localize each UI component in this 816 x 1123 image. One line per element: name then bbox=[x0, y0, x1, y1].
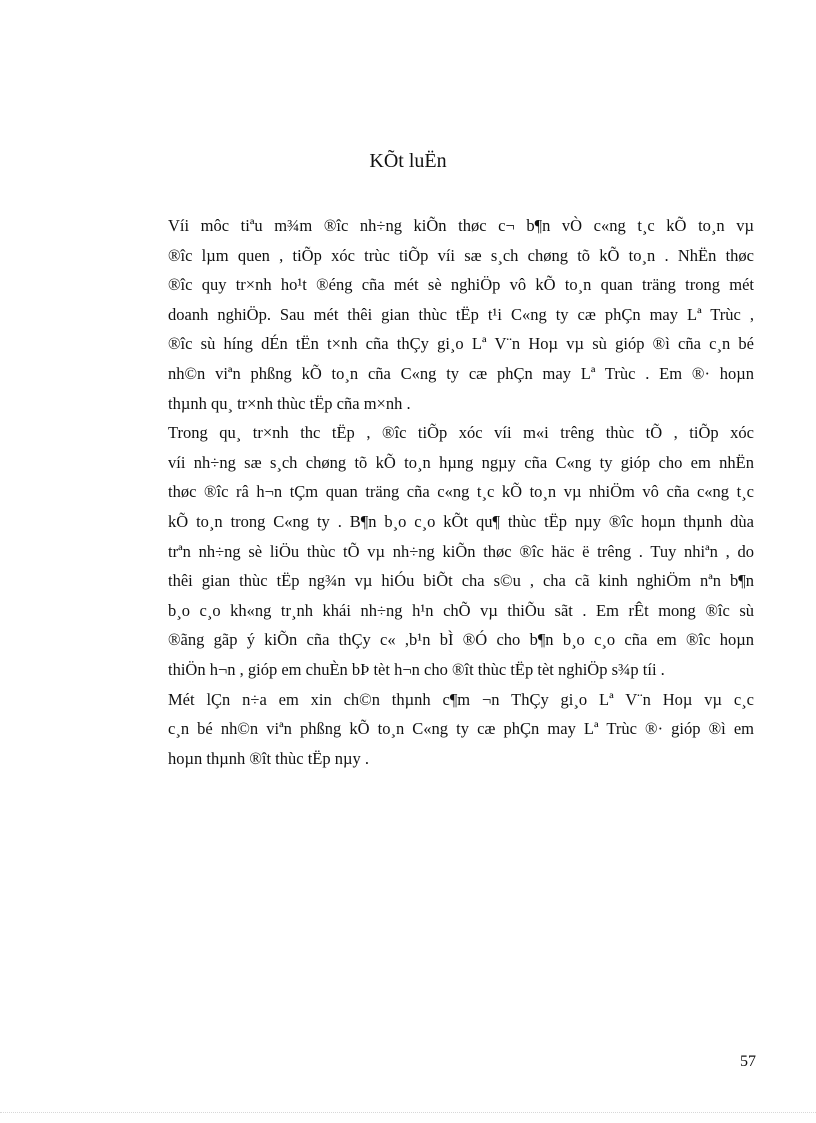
paragraph-2 bbox=[138, 418, 754, 684]
text-line: Trong qu¸ tr×nh thc tËp , ®îc tiÕp xóc víi m«i trêng thùc tÕ , tiÕp xóc bbox=[168, 423, 754, 443]
text-line: Víi môc tiªu m¾m ®îc nh÷ng kiÕn thøc c¬ b¶n vÒ c«ng t¸c kÕ to¸n vµ bbox=[168, 216, 754, 235]
paragraph-1 bbox=[138, 211, 754, 418]
page-title: KÕt luËn bbox=[369, 150, 447, 172]
text-line: b¸o c¸o kh«ng tr¸nh khái nh÷ng h¹n chÕ vµ thiÕu sãt . Em rÊt mong ®îc sù bbox=[168, 600, 754, 620]
text-line: thøc ®îc râ h¬n tÇm quan träng cña c«ng t¸c kÕ to¸n vµ nhiÖm vô cña c«ng t¸c bbox=[168, 482, 754, 502]
text-line: ®îc lµm quen , tiÕp xóc trùc tiÕp víi sæ s¸ch chøng tõ kÕ to¸n . NhËn thøc bbox=[168, 245, 754, 265]
text-line: thµnh qu¸ tr×nh thùc tËp cña m×nh . bbox=[168, 393, 411, 413]
text-line: Mét lÇn n÷a em xin ch©n thµnh c¶m ¬n ThÇy gi¸o Lª V¨n Hoµ vµ c¸c bbox=[168, 689, 754, 709]
text-line: víi nh÷ng sæ s¸ch chøng tõ kÕ to¸n hµng ngµy cña C«ng ty gióp cho em nhËn bbox=[168, 452, 754, 472]
text-line: thêi gian thùc tËp ng¾n vµ hiÓu biÕt cha s©u , cha cã kinh nghiÖm nªn b¶n bbox=[168, 571, 754, 591]
text-line: nh©n viªn phßng kÕ to¸n cña C«ng ty cæ phÇn may Lª Trùc . Em ®· hoµn bbox=[168, 363, 754, 383]
text-line: ®îc sù híng dÉn tËn t×nh cña thÇy gi¸o Lª V¨n Hoµ vµ sù gióp ®ì cña c¸n bé bbox=[168, 334, 754, 354]
text-line: c¸n bé nh©n viªn phßng kÕ to¸n C«ng ty cæ phÇn may Lª Trùc ®· gióp ®ì em bbox=[168, 719, 754, 739]
text-line: hoµn thµnh ®ît thùc tËp nµy . bbox=[168, 748, 370, 768]
body-text bbox=[138, 211, 754, 773]
page-number: 57 bbox=[740, 1053, 756, 1070]
text-line: trªn nh÷ng sè liÖu thùc tÕ vµ nh÷ng kiÕn thøc ®îc häc ë trêng . Tuy nhiªn , do bbox=[168, 541, 754, 561]
text-line: ®îc quy tr×nh ho¹t ®éng cña mét sè nghiÖp vô kÕ to¸n quan träng trong mét bbox=[168, 275, 754, 295]
text-line: kÕ to¸n trong C«ng ty . B¶n b¸o c¸o kÕt qu¶ thùc tËp nµy ®îc hoµn thµnh dùa bbox=[168, 511, 754, 531]
text-line: ®ãng gãp ý kiÕn cña thÇy c« ,b¹n bÌ ®Ó cho b¶n b¸o c¸o cña em ®îc hoµn bbox=[168, 630, 754, 650]
text-line: thiÖn h¬n , gióp em chuÈn bÞ tèt h¬n cho ®ît thùc tËp tèt nghiÖp s¾p tíi . bbox=[168, 659, 665, 679]
paragraph-3 bbox=[138, 685, 754, 774]
page-bottom-divider bbox=[0, 1112, 816, 1113]
text-line: doanh nghiÖp. Sau mét thêi gian thùc tËp t¹i C«ng ty cæ phÇn may Lª Trùc , bbox=[168, 304, 754, 324]
